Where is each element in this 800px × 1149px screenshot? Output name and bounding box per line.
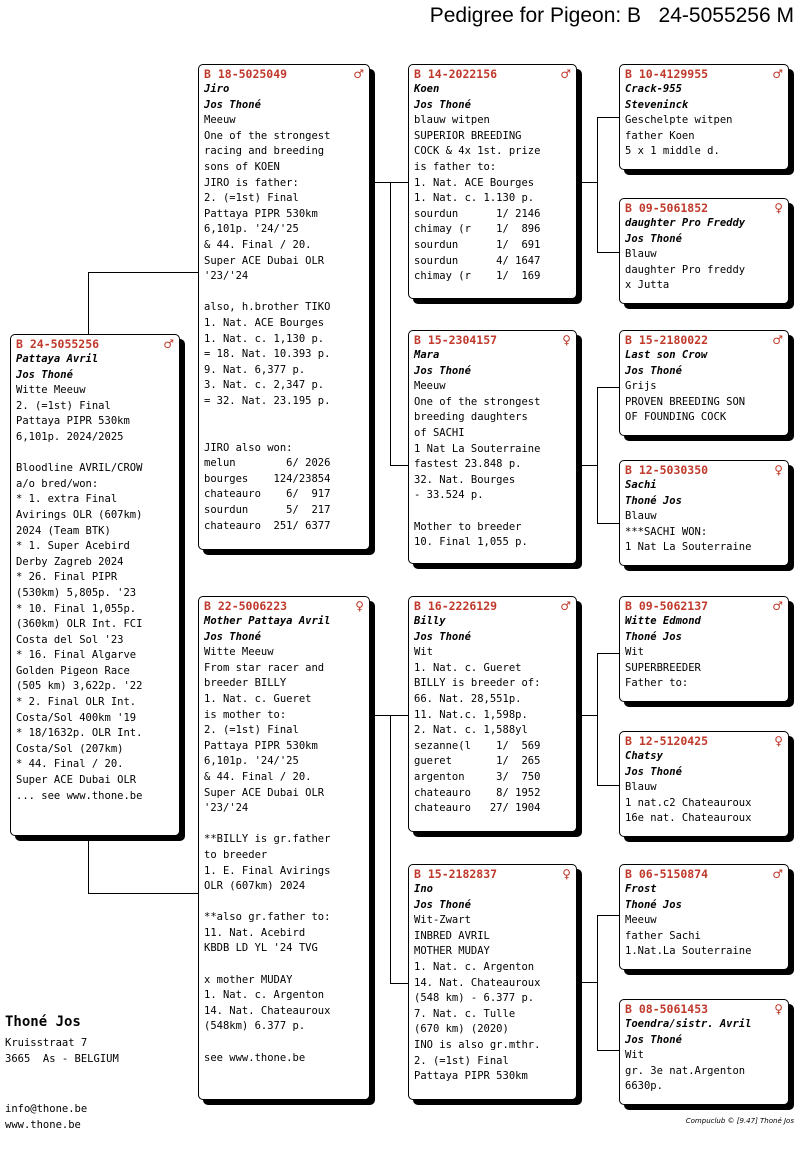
pigeon-info-line — [204, 285, 364, 301]
connector-line — [577, 982, 597, 984]
pigeon-info-line: sourdun 1/ 691 — [414, 238, 541, 251]
ring-number: B 18-5025049 — [204, 67, 288, 81]
pigeon-info-line: Meeuw — [625, 914, 657, 927]
pigeon-card-mff — [619, 596, 789, 702]
pigeon-info-line: Wit — [625, 1049, 644, 1062]
male-icon: ♂ — [163, 337, 174, 351]
pigeon-info-line: 1. E. Final Avirings — [204, 864, 331, 877]
connector-line — [577, 715, 597, 717]
pigeon-breeder: Jos Thoné — [414, 364, 471, 377]
pigeon-info-line: (548 km) - 6.377 p. — [414, 992, 535, 1005]
pigeon-info-line: One of the strongest — [204, 129, 331, 142]
pigeon-info-line: (548km) 6.377 p. — [204, 1020, 306, 1033]
pigeon-breeder: Jos Thoné — [414, 898, 471, 911]
pigeon-name: Crack-955 — [625, 83, 682, 95]
pigeon-info-line: = 18. Nat. 10.393 p. — [204, 348, 331, 361]
ring-number: B 15-2182837 — [414, 867, 498, 881]
ring-number: B 12-5120425 — [625, 734, 709, 748]
contact-website[interactable]: www.thone.be — [5, 1118, 81, 1131]
owner-address-street: Kruisstraat 7 — [5, 1037, 88, 1049]
connector-line — [390, 715, 409, 984]
pigeon-info-line — [204, 817, 364, 833]
pigeon-info-line: of SACHI — [414, 426, 465, 439]
pigeon-info-line: Mother to breeder — [414, 520, 522, 533]
pigeon-info-line: sons of KOEN — [204, 160, 280, 173]
pigeon-info-line: MOTHER MUDAY — [414, 945, 490, 958]
pigeon-info-line: sourdun 4/ 1647 — [414, 254, 541, 267]
pigeon-name: Witte Edmond — [625, 615, 701, 627]
pigeon-info-line: JIRO also won: — [204, 441, 293, 454]
pigeon-info-line: to breeder — [204, 848, 268, 861]
pigeon-info-line: Bloodline AVRIL/CROW — [16, 462, 143, 475]
pigeon-card-mfm — [619, 731, 789, 837]
male-icon: ♂ — [772, 333, 783, 347]
pigeon-card-mmm — [619, 999, 789, 1105]
pigeon-info-line: 2. Nat. c. 1,588yl — [414, 724, 528, 737]
pigeon-info-line: see www.thone.be — [204, 1051, 306, 1064]
pigeon-card-mm — [408, 864, 577, 1100]
pigeon-info-line: COCK & 4x 1st. prize — [414, 145, 541, 158]
pigeon-breeder: Jos Thoné — [204, 98, 261, 111]
pigeon-info-line: breeding daughters — [414, 411, 528, 424]
pigeon-info-line: Derby Zagreb 2024 — [16, 555, 124, 568]
pigeon-card-fff — [619, 64, 789, 170]
pigeon-info-line: Avirings OLR (607km) — [16, 508, 143, 521]
pigeon-info-line: 6630p. — [625, 1080, 663, 1093]
pigeon-info-line: Witte Meeuw — [16, 384, 86, 397]
pigeon-info-line: blauw witpen — [414, 114, 490, 127]
pigeon-info-line: One of the strongest — [414, 395, 541, 408]
pigeon-info-line: Pattaya PIPR 530km — [204, 739, 318, 752]
pigeon-info-line: 1. Nat. c. Gueret — [414, 661, 522, 674]
ring-number: B 24-5055256 — [16, 337, 100, 351]
pigeon-info-line: * 44. Final / 20. — [16, 758, 124, 771]
male-icon: ♂ — [560, 599, 571, 613]
pigeon-breeder: Jos Thoné — [625, 765, 682, 778]
pigeon-breeder: Steveninck — [625, 98, 689, 111]
pigeon-info-line: 9. Nat. 6,377 p. — [204, 363, 306, 376]
pigeon-breeder: Jos Thoné — [414, 98, 471, 111]
connector-line — [597, 653, 620, 786]
pigeon-info-line: argenton 3/ 750 — [414, 770, 541, 783]
pigeon-info-line: 5 x 1 middle d. — [625, 145, 720, 158]
male-icon: ♂ — [772, 599, 783, 613]
ring-number: B 16-2226129 — [414, 599, 498, 613]
female-icon: ♀ — [562, 867, 571, 881]
pigeon-info-line: Super ACE Dubai OLR — [204, 786, 325, 799]
pigeon-info-line: 6,101p. '24/'25 — [204, 755, 299, 768]
card-header — [625, 599, 783, 614]
ring-number: B 15-2180022 — [625, 333, 709, 347]
pigeon-info-line: BILLY is breeder of: — [414, 677, 541, 690]
pigeon-breeder: Jos Thoné — [625, 232, 682, 245]
pigeon-info-line: 2. (=1st) Final — [16, 399, 111, 412]
owner-address-city: 3665 As - BELGIUM — [5, 1052, 119, 1065]
pigeon-info-line: * 1. Super Acebird — [16, 540, 130, 553]
pigeon-card-mmf — [619, 864, 789, 970]
card-header — [625, 734, 783, 749]
pigeon-info-line: 2. (=1st) Final — [204, 192, 299, 205]
pigeon-info-line: Costa/Sol (207km) — [16, 742, 124, 755]
pigeon-info-line — [204, 895, 364, 911]
pigeon-info-line: Wit — [625, 646, 644, 659]
card-header — [625, 201, 783, 216]
pigeon-info-line: JIRO is father: — [204, 176, 299, 189]
pigeon-info-line: '23/'24 — [204, 802, 249, 815]
card-header — [625, 67, 783, 82]
pigeon-info-line — [204, 1035, 364, 1051]
pigeon-info-line: Father to: — [625, 677, 689, 690]
pigeon-info-line: sourdun 1/ 2146 — [414, 207, 541, 220]
pigeon-info-line: - 33.524 p. — [414, 489, 484, 502]
pigeon-info-line: Witte Meeuw — [204, 646, 274, 659]
connector-line — [370, 715, 390, 717]
pigeon-info-line: daughter Pro freddy — [625, 263, 746, 276]
pigeon-breeder: Thoné Jos — [625, 494, 682, 507]
pigeon-name: Last son Crow — [625, 349, 708, 361]
pigeon-info-line: Super ACE Dubai OLR — [16, 774, 137, 787]
male-icon: ♂ — [772, 867, 783, 881]
connector-line — [577, 182, 597, 184]
pigeon-info-line: 10. Final 1,055 p. — [414, 536, 528, 549]
pigeon-info-line: **BILLY is gr.father — [204, 833, 331, 846]
pigeon-info-line: * 26. Final PIPR — [16, 571, 118, 584]
pigeon-info-line: a/o bred/won: — [16, 477, 99, 490]
connector-line — [597, 915, 620, 1051]
pigeon-info-line: 1.Nat.La Souterraine — [625, 945, 752, 958]
pigeon-info-line: Meeuw — [414, 380, 446, 393]
ring-number: B 10-4129955 — [625, 67, 709, 81]
pigeon-info-line: * 10. Final 1,055p. — [16, 602, 137, 615]
pigeon-info-line: bourges 124/23854 — [204, 472, 331, 485]
pigeon-info-line: chateauro 8/ 1952 — [414, 786, 541, 799]
pigeon-info-line: 2. (=1st) Final — [204, 724, 299, 737]
pigeon-info-line: Golden Pigeon Race — [16, 664, 130, 677]
pigeon-info-line: KBDB LD YL '24 TVG — [204, 942, 318, 955]
pigeon-breeder: Thoné Jos — [625, 898, 682, 911]
pigeon-breeder: Jos Thoné — [16, 368, 73, 381]
pigeon-info-line: Blauw — [625, 248, 657, 261]
pigeon-info-line: Pattaya PIPR 530km — [414, 1070, 528, 1083]
pigeon-info-line: father Sachi — [625, 929, 701, 942]
card-header — [414, 599, 571, 614]
ring-number: B 14-2022156 — [414, 67, 498, 81]
pigeon-card-mf — [408, 596, 577, 832]
pigeon-info-line: * 1. extra Final — [16, 493, 118, 506]
connector-line — [370, 182, 390, 184]
pigeon-info-line — [204, 425, 364, 441]
pigeon-info-line: OLR (607km) 2024 — [204, 880, 306, 893]
pigeon-info-line: Meeuw — [204, 114, 236, 127]
male-icon: ♂ — [772, 67, 783, 81]
pigeon-info-line: (530km) 5,805p. '23 — [16, 586, 137, 599]
contact-block — [5, 1102, 87, 1133]
card-header — [16, 337, 174, 352]
pigeon-card-fm — [408, 330, 577, 564]
pigeon-info-line: 6,101p. 2024/2025 — [16, 430, 124, 443]
pigeon-info-line: (505 km) 3,622p. '22 — [16, 680, 143, 693]
pigeon-info-line: is father to: — [414, 160, 497, 173]
pigeon-card-father — [198, 64, 370, 550]
pigeon-info-line: PROVEN BREEDING SON — [625, 395, 746, 408]
pigeon-info-line: 1. Nat. ACE Bourges — [414, 176, 535, 189]
pigeon-info-line: '23/'24 — [204, 270, 249, 283]
ring-number: B 09-5062137 — [625, 599, 709, 613]
connector-line — [577, 465, 597, 467]
card-header — [625, 867, 783, 882]
pigeon-info-line: (360km) OLR Int. FCI — [16, 618, 143, 631]
pigeon-info-line: breeder BILLY — [204, 677, 287, 690]
male-icon: ♂ — [560, 67, 571, 81]
pigeon-info-line: OF FOUNDING COCK — [625, 411, 727, 424]
pigeon-info-line: chateauro 27/ 1904 — [414, 802, 541, 815]
contact-email[interactable]: info@thone.be — [5, 1103, 88, 1115]
page-title: Pedigree for Pigeon: B 24-5055256 M — [429, 4, 794, 27]
pigeon-name: Mother Pattaya Avril — [204, 615, 331, 627]
card-header — [204, 599, 364, 614]
pigeon-info-line: 7. Nat. c. Tulle — [414, 1007, 516, 1020]
pigeon-info-line: Pattaya PIPR 530km — [204, 207, 318, 220]
owner-block — [5, 1014, 119, 1067]
ring-number: B 09-5061852 — [625, 201, 709, 215]
male-icon: ♂ — [353, 67, 364, 81]
pigeon-info-line: 1 nat.c2 Chateauroux — [625, 796, 752, 809]
pigeon-name: Ino — [414, 883, 433, 895]
pigeon-info-line: 1. Nat. c. Argenton — [204, 989, 325, 1002]
pigeon-info-line: 1. Nat. c. Gueret — [204, 692, 312, 705]
pigeon-card-ff — [408, 64, 577, 299]
pigeon-info-line: Super ACE Dubai OLR — [204, 254, 325, 267]
pigeon-info-line: Costa del Sol '23 — [16, 633, 124, 646]
female-icon: ♀ — [774, 201, 783, 215]
pigeon-card-subject — [10, 334, 180, 836]
card-header — [414, 867, 571, 882]
connector-line — [88, 272, 199, 335]
pigeon-info-line: Wit-Zwart — [414, 914, 471, 927]
connector-line — [88, 836, 199, 894]
female-icon: ♀ — [355, 599, 364, 613]
connector-line — [390, 182, 409, 466]
pigeon-info-line: 14. Nat. Chateauroux — [414, 976, 541, 989]
connector-line — [597, 117, 620, 253]
footer-credit: Compuclub © [9.47] Thoné Jos — [685, 1117, 794, 1125]
ring-number: B 15-2304157 — [414, 333, 498, 347]
pigeon-info-line: also, h.brother TIKO — [204, 301, 331, 314]
pigeon-name: Frost — [625, 883, 657, 895]
female-icon: ♀ — [774, 463, 783, 477]
pigeon-info-line — [204, 957, 364, 973]
pigeon-card-mother — [198, 596, 370, 1100]
pigeon-info-line: 2024 (Team BTK) — [16, 524, 111, 537]
pigeon-info-line: sourdun 5/ 217 — [204, 504, 331, 517]
pigeon-name: Chatsy — [625, 750, 663, 762]
pigeon-info-line: * 16. Final Algarve — [16, 649, 137, 662]
pigeon-info-line: 1 Nat La Souterraine — [625, 541, 752, 554]
pigeon-info-line: 11. Nat. Acebird — [204, 926, 306, 939]
pigeon-info-line: SUPERIOR BREEDING — [414, 129, 522, 142]
pigeon-name: Billy — [414, 615, 446, 627]
pigeon-info-line: 66. Nat. 28,551p. — [414, 692, 522, 705]
pigeon-info-line: Costa/Sol 400km '19 — [16, 711, 137, 724]
pigeon-info-line: 1. Nat. c. 1.130 p. — [414, 192, 535, 205]
pigeon-info-line: 16e nat. Chateauroux — [625, 812, 752, 825]
pigeon-card-fmf — [619, 330, 789, 436]
ring-number: B 22-5006223 — [204, 599, 288, 613]
card-header — [414, 333, 571, 348]
pigeon-info-line: 14. Nat. Chateauroux — [204, 1004, 331, 1017]
pigeon-info-line: chateauro 251/ 6377 — [204, 519, 331, 532]
pigeon-breeder: Thoné Jos — [625, 630, 682, 643]
pigeon-name: Toendra/sistr. Avril — [625, 1018, 752, 1030]
pigeon-info-line: 1 Nat La Souterraine — [414, 442, 541, 455]
pigeon-name: Pattaya Avril — [16, 353, 99, 365]
pigeon-info-line: is mother to: — [204, 708, 287, 721]
card-header — [625, 463, 783, 478]
pigeon-info-line — [16, 446, 174, 462]
female-icon: ♀ — [562, 333, 571, 347]
pigeon-info-line: melun 6/ 2026 — [204, 457, 331, 470]
pigeon-info-line: father Koen — [625, 129, 695, 142]
pigeon-info-line: Blauw — [625, 510, 657, 523]
pigeon-breeder: Jos Thoné — [204, 630, 261, 643]
pigeon-info-line: 1. Nat. c. 1,130 p. — [204, 332, 325, 345]
pigeon-info-line: chimay (r 1/ 896 — [414, 223, 541, 236]
pigeon-info-line: INBRED AVRIL — [414, 929, 490, 942]
connector-line — [597, 387, 620, 524]
pigeon-info-line — [204, 409, 364, 425]
pigeon-info-line: x Jutta — [625, 279, 670, 292]
pigeon-info-line: ***SACHI WON: — [625, 525, 708, 538]
pigeon-info-line: 3. Nat. c. 2,347 p. — [204, 379, 325, 392]
ring-number: B 08-5061453 — [625, 1002, 709, 1016]
card-header — [204, 67, 364, 82]
pigeon-info-line: fastest 23.848 p. — [414, 458, 522, 471]
ring-number: B 06-5150874 — [625, 867, 709, 881]
pigeon-info-line: x mother MUDAY — [204, 973, 293, 986]
pigeon-info-line: 6,101p. '24/'25 — [204, 223, 299, 236]
pigeon-info-line: **also gr.father to: — [204, 911, 331, 924]
card-header — [625, 333, 783, 348]
pigeon-info-line: racing and breeding — [204, 145, 325, 158]
pigeon-info-line: gr. 3e nat.Argenton — [625, 1064, 746, 1077]
pigeon-info-line: ... see www.thone.be — [16, 789, 143, 802]
pigeon-info-line: sezanne(l 1/ 569 — [414, 739, 541, 752]
pigeon-info-line: gueret 1/ 265 — [414, 755, 541, 768]
pigeon-breeder: Jos Thoné — [625, 364, 682, 377]
pigeon-info-line: From star racer and — [204, 661, 325, 674]
female-icon: ♀ — [774, 734, 783, 748]
pigeon-info-line — [414, 504, 571, 520]
pigeon-info-line: & 44. Final / 20. — [204, 770, 312, 783]
pigeon-info-line: Wit — [414, 646, 433, 659]
pigeon-name: Sachi — [625, 479, 657, 491]
pigeon-info-line: 32. Nat. Bourges — [414, 473, 516, 486]
ring-number: B 12-5030350 — [625, 463, 709, 477]
female-icon: ♀ — [774, 1002, 783, 1016]
pigeon-info-line: SUPERBREEDER — [625, 661, 701, 674]
pigeon-info-line: = 32. Nat. 23.195 p. — [204, 394, 331, 407]
pigeon-info-line: 1. Nat. ACE Bourges — [204, 316, 325, 329]
pigeon-card-ffm — [619, 198, 789, 304]
pigeon-breeder: Jos Thoné — [625, 1033, 682, 1046]
pigeon-info-line: 2. (=1st) Final — [414, 1054, 509, 1067]
pigeon-name: daughter Pro Freddy — [625, 217, 746, 229]
pigeon-info-line: & 44. Final / 20. — [204, 238, 312, 251]
pigeon-breeder: Jos Thoné — [414, 630, 471, 643]
pigeon-info-line: chateauro 6/ 917 — [204, 488, 331, 501]
pigeon-info-line: Blauw — [625, 781, 657, 794]
pigeon-info-line: 1. Nat. c. Argenton — [414, 960, 535, 973]
pigeon-info-line: (670 km) (2020) — [414, 1023, 509, 1036]
pigeon-name: Koen — [414, 83, 440, 95]
pigeon-info-line: * 2. Final OLR Int. — [16, 696, 137, 709]
pigeon-card-fmm — [619, 460, 789, 566]
pigeon-info-line: 11. Nat.c. 1,598p. — [414, 708, 528, 721]
pigeon-name: Jiro — [204, 83, 230, 95]
pigeon-info-line: Geschelpte witpen — [625, 114, 733, 127]
pigeon-info-line: Pattaya PIPR 530km — [16, 415, 130, 428]
card-header — [414, 67, 571, 82]
pigeon-info-line: Grijs — [625, 380, 657, 393]
pigeon-info-line: * 18/1632p. OLR Int. — [16, 727, 143, 740]
owner-name: Thoné Jos — [5, 1014, 81, 1030]
pigeon-info-line: chimay (r 1/ 169 — [414, 270, 541, 283]
card-header — [625, 1002, 783, 1017]
pigeon-name: Mara — [414, 349, 440, 361]
pigeon-info-line: INO is also gr.mthr. — [414, 1038, 541, 1051]
